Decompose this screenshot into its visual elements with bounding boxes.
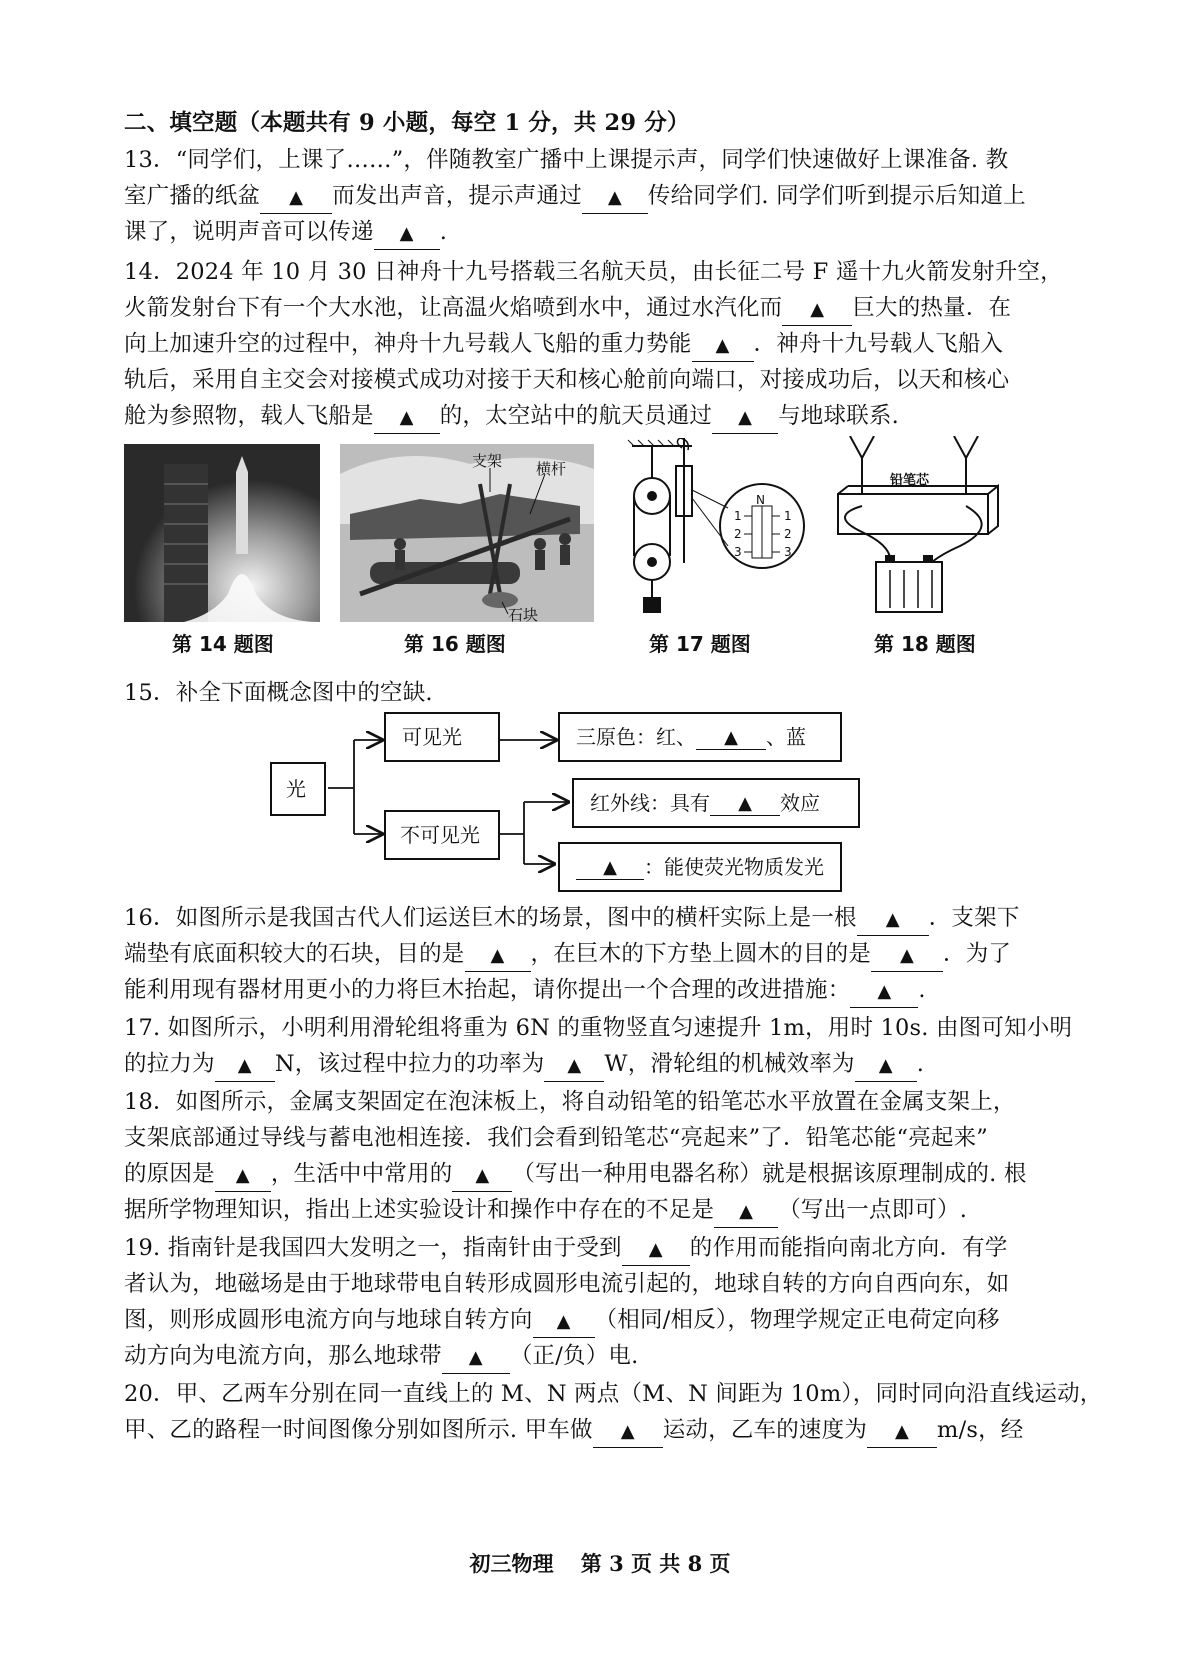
concept-root-light: 光 [270,762,326,816]
text: 16．如图所示是我国古代人们运送巨木的场景，图中的横杆实际上是一根 [124,905,857,931]
answer-blank[interactable] [622,1233,690,1266]
text: 19. 指南针是我国四大发明之一，指南针由于受到 [124,1235,622,1261]
fig18-label-pencil-lead: 铅笔芯 [890,473,930,488]
concept-invisible-light: 不可见光 [384,810,500,860]
fig17-tick: 2 [734,527,742,541]
q18-line2: 支架底部通过导线与蓄电池相连接．我们会看到铅笔芯“亮起来”了．铅笔芯能“亮起来” [124,1125,989,1151]
q19-line3 [124,1301,1084,1339]
q18-line1: 18．如图所示，金属支架固定在泡沫板上，将自动铅笔的铅笔芯水平放置在金属支架上， [124,1089,1016,1115]
figure-16-transport-scene [340,444,594,622]
text: . [439,219,448,245]
text: 的，太空站中的航天员通过 [439,403,713,429]
text: 课了，说明声音可以传递 [124,219,374,245]
text: 端垫有底面积较大的石块，目的是 [124,941,465,967]
text: 的作用而能指向南北方向．有学 [689,1235,1008,1261]
figure-14-caption: 第 14 题图 [172,632,274,656]
text: 传给同学们. 同学们听到提示后知道上 [647,183,1026,209]
q19-line2: 者认为，地磁场是由于地球带电自转形成圆形电流引起的，地球自转的方向自西向东，如 [124,1271,1010,1297]
text: 动方向为电流方向，那么地球带 [124,1343,442,1369]
text: 的原因是 [124,1161,215,1187]
answer-blank[interactable] [855,1049,917,1082]
footer-page-number: 第 3 页 共 8 页 [580,1551,731,1576]
answer-blank[interactable] [867,1415,937,1448]
text: ．为了 [943,941,1012,967]
text: （写出一点即可）. [778,1197,968,1223]
fig16-label-support: 支架 [472,452,503,470]
q19-line1 [124,1229,1084,1267]
q16-line2 [124,935,1084,973]
text: ．支架下 [928,905,1020,931]
answer-blank[interactable] [850,975,918,1008]
fig16-label-bar: 横杆 [536,460,567,478]
fig17-tick: 1 [784,509,792,523]
answer-blank[interactable] [442,1341,510,1374]
text: 能利用现有器材用更小的力将巨木抬起，请你提出一个合理的改进措施： [124,977,851,1003]
text: 红外线：具有 [590,791,710,815]
text: 据所学物理知识，指出上述实验设计和操作中存在的不足是 [124,1197,715,1223]
fig16-label-stone: 石块 [508,606,539,622]
q14-line3 [124,325,1084,363]
text: 与地球联系. [778,403,899,429]
concept-ultraviolet [558,842,842,892]
answer-blank[interactable] [533,1305,595,1338]
answer-blank[interactable] [857,903,929,936]
text: 甲、乙的路程一时间图像分别如图所示. 甲车做 [124,1417,593,1443]
q20-line1: 20．甲、乙两车分别在同一直线上的 M、N 两点（M、N 间距为 10m），同时同向沿直线运动， [124,1381,1103,1407]
q14-line2 [124,289,1084,327]
footer-subject: 初三物理 [469,1551,554,1576]
text: ，生活中中常用的 [270,1161,453,1187]
answer-blank[interactable] [710,791,780,816]
q13-line2 [124,177,1084,215]
text: （写出一种用电器名称）就是根据该原理制成的. 根 [512,1161,1027,1187]
answer-blank[interactable] [696,725,766,750]
text: ，在巨木的下方垫上圆木的目的是 [530,941,872,967]
figure-17-caption: 第 17 题图 [649,632,751,656]
answer-blank[interactable] [871,939,943,972]
q14-line1: 14．2024 年 10 月 30 日神舟十九号搭载三名航天员，由长征二号 F 遥十九火箭发射升空， [124,259,1063,285]
text: W，滑轮组的机械效率为 [604,1051,855,1077]
figure-16-caption: 第 16 题图 [404,632,506,656]
text: 向上加速升空的过程中，神舟十九号载人飞船的重力势能 [124,331,692,357]
q16-line3 [124,971,1084,1009]
q14-line4: 轨后，采用自主交会对接模式成功对接于天和核心舱前向端口，对接成功后，以天和核心 [124,367,1010,393]
text: 三原色：红、 [576,725,696,749]
answer-blank[interactable] [593,1415,663,1448]
answer-blank[interactable] [576,855,644,880]
fig17-scale-unit: N [756,493,765,507]
text: 室广播的纸盆 [124,183,261,209]
answer-blank[interactable] [215,1159,271,1192]
concept-primary-colors [558,712,842,762]
text: 效应 [780,791,820,815]
answer-blank[interactable] [452,1159,512,1192]
text: . [916,1051,925,1077]
q16-line1 [124,899,1084,937]
text: 巨大的热量．在 [852,295,1012,321]
q13-line3 [124,213,1084,251]
q18-line4 [124,1191,1084,1229]
text: 火箭发射台下有一个大水池，让高温火焰喷到水中，通过水汽化而 [124,295,783,321]
text: （正/负）电. [509,1343,639,1369]
fig17-tick: 2 [784,527,792,541]
text: N，该过程中拉力的功率为 [274,1051,545,1077]
answer-blank[interactable] [712,401,778,434]
page-footer [0,1548,1200,1578]
figure-17-pulley-diagram [622,438,812,624]
text: （相同/相反），物理学规定正电荷定向移 [594,1307,1000,1333]
q13-line1: 13．“同学们，上课了……”，伴随教室广播中上课提示声，同学们快速做好上课准备. 教 [124,147,1009,173]
section-title: 二、填空题（本题共有 9 小题，每空 1 分，共 29 分） [124,110,690,136]
answer-blank[interactable] [782,293,852,326]
text: 、蓝 [766,725,806,749]
q18-line3 [124,1155,1084,1193]
answer-blank[interactable] [215,1049,275,1082]
answer-blank[interactable] [692,329,754,362]
text: ．神舟十九号载人飞船入 [753,331,1004,357]
concept-visible-light: 可见光 [384,712,500,762]
answer-blank[interactable] [582,181,648,214]
figure-14-rocket-photo [124,444,320,622]
q15-prompt: 15．补全下面概念图中的空缺. [124,680,433,706]
answer-blank[interactable] [465,939,531,972]
q20-line2 [124,1411,1084,1449]
fig17-tick: 3 [784,545,792,559]
answer-blank[interactable] [374,217,440,250]
q17-line1: 17. 如图所示，小明利用滑轮组将重为 6N 的重物竖直匀速提升 1m，用时 10s. 由图可知小明 [124,1015,1073,1041]
fig17-tick: 1 [734,509,742,523]
text: 而发出声音，提示声通过 [332,183,582,209]
text: 舱为参照物，载人飞船是 [124,403,374,429]
answer-blank[interactable] [260,181,332,214]
figure-18-caption: 第 18 题图 [874,632,976,656]
answer-blank[interactable] [714,1195,778,1228]
q17-line2 [124,1045,1084,1083]
q14-line5 [124,397,1084,435]
answer-blank[interactable] [544,1049,604,1082]
answer-blank[interactable] [374,401,440,434]
text: . [918,977,926,1003]
text: 图，则形成圆形电流方向与地球自转方向 [124,1307,533,1333]
concept-infrared [572,778,860,828]
q19-line4 [124,1337,1084,1375]
text: ：能使荧光物质发光 [644,855,824,879]
text: 运动，乙车的速度为 [662,1417,868,1443]
text: 的拉力为 [124,1051,215,1077]
figure-18-circuit-diagram [832,436,1004,616]
text: m/s，经 [937,1417,1024,1443]
fig17-tick: 3 [734,545,742,559]
